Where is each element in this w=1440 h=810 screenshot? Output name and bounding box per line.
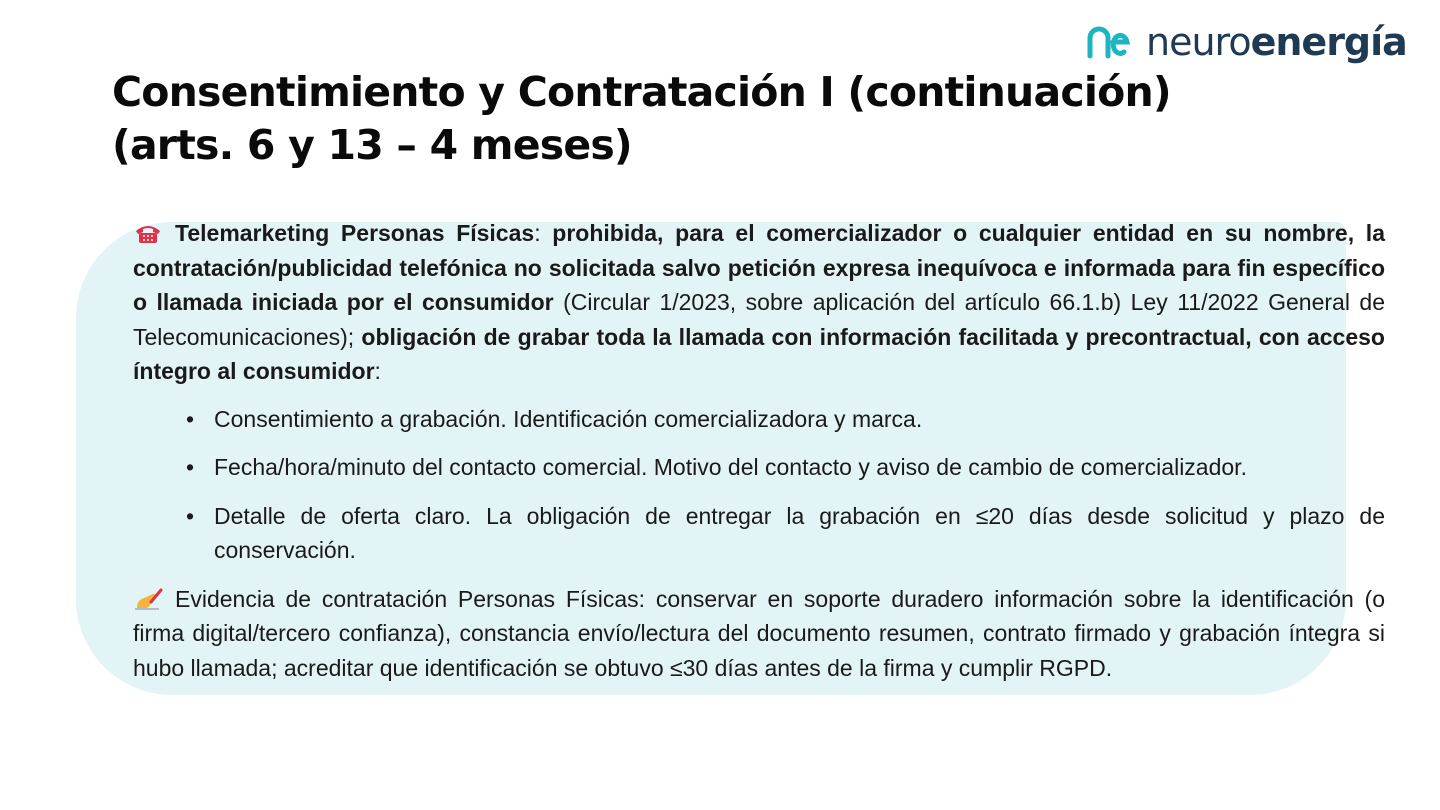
telemarketing-lead: Telemarketing Personas Físicas [175,220,535,246]
logo-wordmark-neuro: neuro [1146,20,1251,64]
evidence-text: Evidencia de contratación Personas Físicas: conservar en soporte duradero información sobre la identificación (o firma digital/tercero confianza), constancia envío/lectura del documento resumen, contrato firmado y grabación íntegra si hubo llamada; acreditar que identificación se obtuvo ≤30 días antes de la firma y cumplir RGPD. [133,585,1385,681]
telemarketing-separator: : [534,220,553,246]
list-item: • Fecha/hora/minuto del contacto comercial. Motivo del contacto y aviso de cambio de comercializador. [133,450,1385,485]
page-title [112,66,1171,172]
telemarketing-paragraph [133,216,1385,389]
telemarketing-recording-obligation: obligación de grabar toda la llamada con información facilitada y precontractual, con acceso íntegro al consumidor [133,323,1385,384]
evidence-paragraph [133,582,1385,686]
slide-body [133,216,1385,685]
recording-requirements-list [133,402,1385,568]
page-title-line-1: Consentimiento y Contratación I (continuación) [112,68,1171,116]
telemarketing-legal-reference: (Circular 1/2023, sobre aplicación del artículo 66.1.b) Ley 11/2022 General de Telecomunicaciones); [133,289,1385,350]
writing-hand-icon [133,588,163,610]
telephone-icon [133,222,163,244]
logo-wordmark-energia: energía [1250,20,1407,64]
telemarketing-colon: : [374,358,381,384]
telemarketing-prohibition: prohibida, para el comercializador o cualquier entidad en su nombre, la contratación/publicidad telefónica no solicitada salvo petición expresa inequívoca e informada para fin específico o llamada iniciada por el consumidor [133,220,1385,315]
list-item: • Detalle de oferta claro. La obligación de entregar la grabación en ≤20 días desde solicitud y plazo de conservación. [133,499,1385,568]
page-title-line-2: (arts. 6 y 13 – 4 meses) [112,121,632,169]
ne-monogram-icon [1086,22,1130,62]
brand-logo [1086,22,1407,62]
logo-wordmark [1146,20,1407,64]
list-item: • Consentimiento a grabación. Identificación comercializadora y marca. [133,402,1385,437]
